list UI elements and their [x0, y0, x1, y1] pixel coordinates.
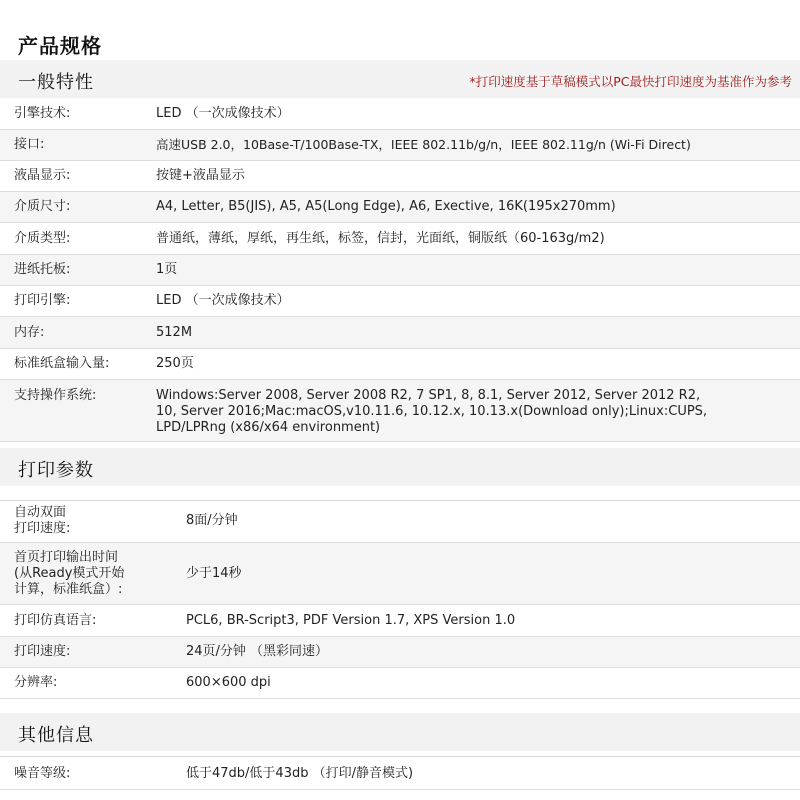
spec-label: 打印仿真语言:	[14, 613, 97, 628]
spec-label: 液晶显示:	[14, 168, 71, 183]
spec-label: 噪音等级:	[14, 766, 71, 781]
spec-label-line: 首页打印输出时间	[14, 550, 119, 565]
spec-row-noise	[0, 756, 800, 790]
spec-row-os-support	[0, 380, 800, 442]
spec-row-engine-tech	[0, 98, 800, 130]
spec-row-first-page-time	[0, 543, 800, 605]
spec-value: 250页	[156, 356, 194, 371]
spec-label-line: 计算，标准纸盒）:	[14, 582, 123, 597]
section-header-print	[0, 448, 800, 486]
spec-value: 8面/分钟	[186, 513, 238, 528]
spec-value: 600×600 dpi	[186, 675, 271, 690]
section-title-general: 一般特性	[18, 72, 94, 93]
spec-row-memory	[0, 317, 800, 349]
spec-label: 标准纸盒输入量:	[14, 356, 110, 371]
spec-row-tray-capacity	[0, 349, 800, 380]
spec-row-interface	[0, 130, 800, 161]
spec-value: 低于47db/低于43db （打印/静音模式)	[186, 766, 414, 781]
spec-label: 分辨率:	[14, 675, 58, 690]
spec-row-feed-tray	[0, 255, 800, 286]
spec-value-line: LPD/LPRng (x86/x64 environment)	[156, 420, 381, 435]
spec-value: 按键+液晶显示	[156, 168, 245, 183]
spec-value: A4, Letter, B5(JIS), A5, A5(Long Edge), A6, Exective, 16K(195x270mm)	[156, 199, 616, 214]
spec-label: 引擎技术:	[14, 106, 71, 121]
spec-label: 接口:	[14, 137, 45, 152]
spec-value: 1页	[156, 262, 178, 277]
spec-label: 介质尺寸:	[14, 199, 71, 214]
spec-label: 支持操作系统:	[14, 388, 97, 403]
section-header-other	[0, 713, 800, 751]
spec-label: 打印引擎:	[14, 293, 71, 308]
spec-value: 少于14秒	[186, 566, 242, 581]
spec-value: 普通纸，薄纸，厚纸，再生纸，标签，信封，光面纸，铜版纸（60-163g/m2)	[156, 231, 605, 246]
spec-value: 512M	[156, 325, 193, 340]
spec-label: 内存:	[14, 325, 45, 340]
speed-footnote: *打印速度基于草稿模式以PC最快打印速度为基准作为参考	[469, 74, 792, 89]
spec-value-line: 10, Server 2016;Mac:macOS,v10.11.6, 10.12.x, 10.13.x(Download only);Linux:CUPS,	[156, 404, 708, 419]
spec-label-line: 自动双面	[14, 505, 67, 520]
spec-label-line: (从Ready模式开始	[14, 566, 125, 581]
spec-value-line: Windows:Server 2008, Server 2008 R2, 7 SP1, 8, 8.1, Server 2012, Server 2012 R2,	[156, 388, 701, 403]
spec-row-media-size	[0, 192, 800, 223]
spec-row-duplex-speed	[0, 500, 800, 543]
section-header-general	[0, 60, 800, 98]
spec-row-partial	[0, 790, 800, 800]
spec-value: LED （一次成像技术）	[156, 293, 290, 308]
spec-label: 进纸托板:	[14, 262, 71, 277]
spec-row-print-speed	[0, 637, 800, 668]
spec-label: 打印速度:	[14, 644, 71, 659]
page-title: 产品规格	[18, 34, 102, 58]
spec-label-line: 打印速度:	[14, 521, 71, 536]
spec-row-resolution	[0, 668, 800, 699]
spec-label: 介质类型:	[14, 231, 71, 246]
spec-row-print-engine	[0, 286, 800, 317]
spec-value: 24页/分钟 （黑彩同速）	[186, 644, 329, 659]
spec-value: 高速USB 2.0，10Base-T/100Base-TX，IEEE 802.11b/g/n，IEEE 802.11g/n (Wi-Fi Direct)	[156, 137, 691, 152]
spec-row-media-type	[0, 223, 800, 255]
section-title-print: 打印参数	[18, 460, 94, 481]
spec-row-lcd	[0, 161, 800, 192]
spec-value: LED （一次成像技术）	[156, 106, 290, 121]
spec-row-emulation	[0, 605, 800, 637]
section-title-other: 其他信息	[18, 725, 94, 746]
spec-value: PCL6, BR-Script3, PDF Version 1.7, XPS Version 1.0	[186, 613, 516, 628]
